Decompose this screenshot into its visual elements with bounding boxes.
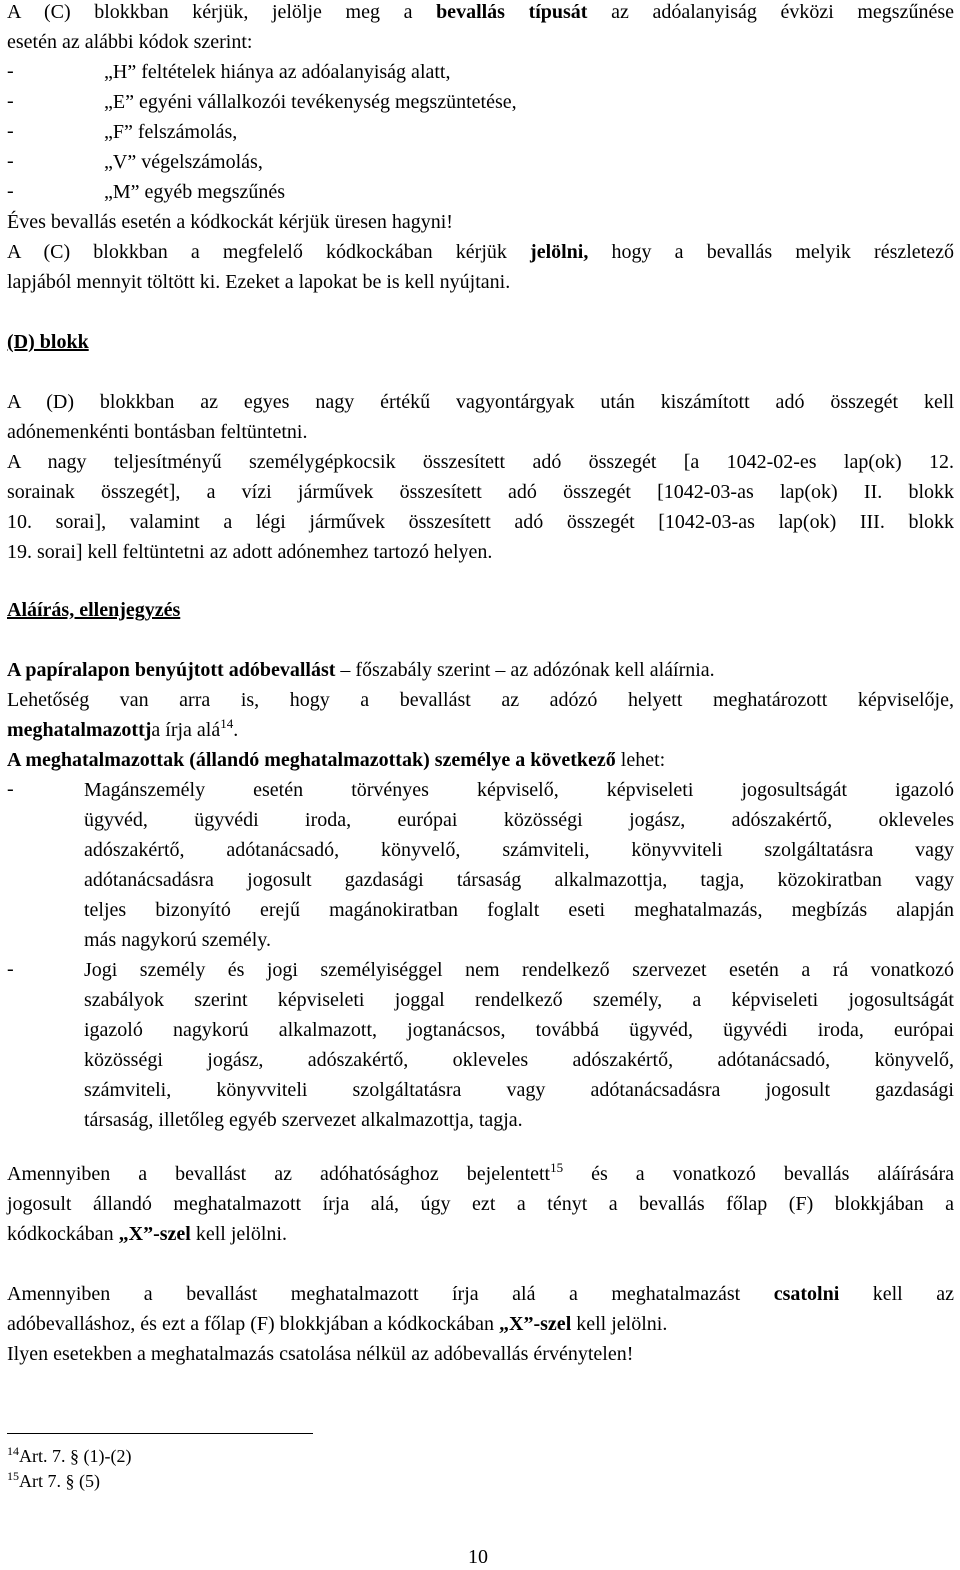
footnote-separator [7,1433,313,1434]
list-dash: - [7,90,14,112]
block-d-para-1-line-2: adónemenkénti bontásban feltüntetni. [7,421,308,443]
footnote-ref-14: 14 [220,716,234,731]
code-item-f: „F” felszámolás, [104,121,238,143]
code-item-e: „E” egyéni vállalkozói tevékenység megszüntetése, [104,91,517,113]
block-c-mark-line-2: lapjából mennyit töltött ki. Ezeket a lapokat be is kell nyújtani. [7,271,511,293]
page-number: 10 [468,1546,488,1568]
list-dash: - [7,60,14,82]
list-dash: - [7,120,14,142]
permanent-rep-line-1: Amennyiben a bevallást az adóhatósághoz bejelentett$^{15}$ és a vonatkozó bevallás aláírására [7,1160,954,1185]
legal-entity-rep-line: közösségi jogász, adószakértő, okleveles adószakértő, adótanácsadó, könyvelő, [84,1049,954,1071]
attach-authorization-line-1: Amennyiben a bevallást meghatalmazott írja alá a meghatalmazást csatolni kell az [7,1283,954,1305]
block-d-para-2-line-1: A nagy teljesítményű személygépkocsik összesített adó összegét [a 1042-02-es lap(ok) 12. [7,451,954,473]
footnote-15: $^{15}$Art 7. § (5) [7,1469,100,1491]
signature-line-1: A papíralapon benyújtott adóbevallást – főszabály szerint – az adózónak kell aláírnia. [7,659,715,681]
footnote-ref-15: 15 [550,1160,564,1175]
individual-rep-line: ügyvéd, ügyvédi iroda, európai közösségi jogász, adószakértő, okleveles [84,809,954,831]
footnote-14: $^{14}$Art. 7. § (1)-(2) [7,1444,132,1466]
legal-entity-rep-line: szabályok szerint képviseleti joggal rendelkező személy, a képviseleti jogosultságát [84,989,954,1011]
signature-line-3: meghatalmazottja írja alá$^{14}$. [7,716,239,741]
block-c-intro-line-2: esetén az alábbi kódok szerint: [7,31,253,53]
permanent-rep-line-2: jogosult állandó meghatalmazott írja alá, úgy ezt a tényt a bevallás főlap (F) blokkjában a [7,1193,954,1215]
block-d-heading: (D) blokk [7,331,89,353]
block-c-intro-line-1: A (C) blokkban kérjük, jelölje meg a bevallás típusát az adóalanyiság évközi megszűnése [7,1,955,23]
list-dash: - [7,778,14,800]
signature-heading: Aláírás, ellenjegyzés [7,599,181,621]
legal-entity-rep-line: társaság, illetőleg egyéb szervezet alkalmazottja, tagja. [84,1109,523,1131]
individual-rep-line: teljes bizonyító erejű magánokiratban foglalt eseti meghatalmazás, megbízás alapján [84,899,954,921]
block-d-para-2-line-3: 10. sorai], valamint a légi járművek összesített adó összegét [1042-03-as lap(ok) III. blokk [7,511,954,533]
permanent-rep-line-3: kódkockában „X”-szel kell jelölni. [7,1223,287,1245]
representatives-intro: A meghatalmazottak (állandó meghatalmazottak) személye a következő lehet: [7,749,666,771]
block-d-para-2-line-2: sorainak összegét], a vízi járművek összesített adó összegét [1042-03-as lap(ok) II. blokk [7,481,954,503]
legal-entity-rep-line: igazoló nagykorú alkalmazott, jogtanácsos, továbbá ügyvéd, ügyvédi iroda, európai [84,1019,954,1041]
list-dash: - [7,180,14,202]
code-item-v: „V” végelszámolás, [104,151,263,173]
individual-rep-line: adószakértő, adótanácsadó, könyvelő, számviteli, könyvviteli szolgáltatásra vagy [84,839,954,861]
individual-rep-line: adótanácsadásra jogosult gazdasági társaság alkalmazottja, tagja, közokiratban vagy [84,869,954,891]
annual-return-note: Éves bevallás esetén a kódkockát kérjük üresen hagyni! [7,211,453,233]
attach-authorization-line-2: adóbevalláshoz, és ezt a főlap (F) blokkjában a kódkockában „X”-szel kell jelölni. [7,1313,668,1335]
list-dash: - [7,958,14,980]
block-d-para-1-line-1: A (D) blokkban az egyes nagy értékű vagyontárgyak után kiszámított adó összegét kell [7,391,954,413]
list-dash: - [7,150,14,172]
individual-rep-line: Magánszemély esetén törvényes képviselő, képviseleti jogosultságát igazoló [84,779,954,801]
invalidity-warning: Ilyen esetekben a meghatalmazás csatolása nélkül az adóbevallás érvénytelen! [7,1343,634,1365]
legal-entity-rep-line: Jogi személy és jogi személyiséggel nem rendelkező szervezet esetén a rá vonatkozó [84,959,954,981]
signature-line-2: Lehetőség van arra is, hogy a bevallást az adózó helyett meghatározott képviselője, [7,689,954,711]
code-item-m: „M” egyéb megszűnés [104,181,286,203]
legal-entity-rep-line: számviteli, könyvviteli szolgáltatásra vagy adótanácsadásra jogosult gazdasági [84,1079,954,1101]
code-item-h: „H” feltételek hiánya az adóalanyiság alatt, [104,61,451,83]
individual-rep-line: más nagykorú személy. [84,929,271,951]
block-c-mark-line-1: A (C) blokkban a megfelelő kódkockában kérjük jelölni, hogy a bevallás melyik részletező [7,241,954,263]
block-d-para-2-line-4: 19. sorai] kell feltüntetni az adott adónemhez tartozó helyen. [7,541,493,563]
